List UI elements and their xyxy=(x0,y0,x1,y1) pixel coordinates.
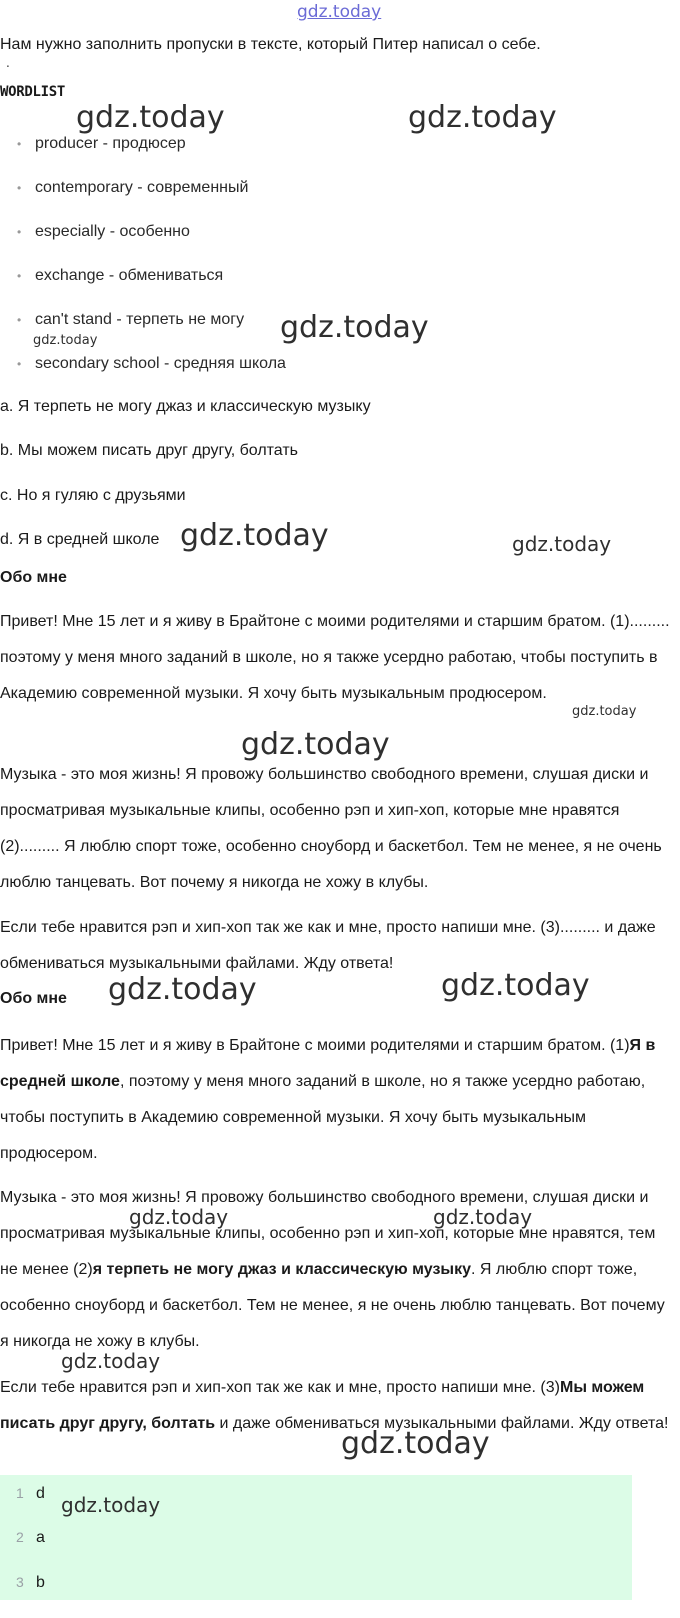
option-a: a. Я терпеть не могу джаз и классическую музыку xyxy=(0,398,371,415)
watermark: gdz.today xyxy=(241,727,390,762)
watermark: gdz.today xyxy=(408,100,557,135)
task-paragraph-3: Если тебе нравится рэп и хип-хоп так же как и мне, просто напиши мне. (3)......... и даже обмениваться музыкальными файлами. Жду ответа! xyxy=(0,919,656,972)
section-title-task: Обо мне xyxy=(0,569,67,586)
watermark: gdz.today xyxy=(76,100,225,135)
solution-text: и даже обмениваться музыкальными файлами. Жду ответа! xyxy=(215,1415,669,1432)
solution-paragraph-2 xyxy=(0,1180,672,1360)
section-title-solution: Обо мне xyxy=(0,990,67,1007)
solution-text: Музыка - это моя жизнь! Я провожу большинство свободного времени, слушая диски и просматривая музыкальные клипы, особенно рэп и хип-хоп, которые мне нравятся, тем не менее (2) xyxy=(0,1189,656,1278)
option-b: b. Мы можем писать друг другу, болтать xyxy=(0,442,299,459)
solution-text: Если тебе нравится рэп и хип-хоп так же как и мне, просто напиши мне. (3) xyxy=(0,1379,560,1396)
watermark: gdz.today xyxy=(280,310,429,345)
wordlist-item: • contemporary - современный xyxy=(0,170,286,214)
wordlist-item: • producer - продюсер xyxy=(0,126,286,170)
solution-text: , поэтому у меня много заданий в школе, но я также усердно работаю, чтобы поступить в Академию современной музыки. Я хочу быть музыкальным продюсером. xyxy=(0,1073,646,1162)
wordlist-item: • secondary school - средняя школа xyxy=(0,346,286,390)
watermark: gdz.today xyxy=(129,1205,229,1229)
solution-answer-2: я терпеть не могу джаз и классическую музыку xyxy=(92,1261,471,1278)
solution-answer-3: Мы можем писать друг другу, болтать xyxy=(0,1379,645,1432)
watermark: gdz.today xyxy=(61,1349,161,1373)
wordlist-item: • especially - особенно xyxy=(0,214,286,258)
watermark: gdz.today xyxy=(33,333,98,348)
wordlist-title: WORDLIST xyxy=(0,84,66,100)
answer-number: 1 xyxy=(16,1485,24,1501)
solution-answer-1: Я в средней школе xyxy=(0,1037,656,1090)
answer-value: b xyxy=(36,1574,45,1591)
intro-dot: . xyxy=(6,56,10,70)
solution-paragraph-1 xyxy=(0,1028,672,1172)
watermark: gdz.today xyxy=(441,968,590,1003)
task-paragraph-1: Привет! Мне 15 лет и я живу в Брайтоне с моими родителями и старшим братом. (1)......... поэтому у меня много заданий в школе, но я также усердно работаю, чтобы поступить в Академию современной музыки. Я хочу быть музыкальным продюсером. xyxy=(0,613,670,702)
option-c: c. Но я гуляю с друзьями xyxy=(0,487,186,504)
option-d: d. Я в средней школе xyxy=(0,531,160,548)
wordlist xyxy=(0,126,286,390)
solution-text: . Я люблю спорт тоже, особенно сноуборд и баскетбол. Тем не менее, я не очень люблю танцевать. Вот почему я никогда не хожу в клубы. xyxy=(0,1261,665,1350)
task-paragraph-2: Музыка - это моя жизнь! Я провожу большинство свободного времени, слушая диски и просматривая музыкальные клипы, особенно рэп и хип-хоп, которые мне нравятся (2)......... Я люблю спорт тоже, особенно сноуборд и баскетбол. Тем не менее, я не очень люблю танцевать. Вот почему я никогда не хожу в клубы. xyxy=(0,766,662,891)
watermark: gdz.today xyxy=(433,1205,533,1229)
watermark: gdz.today xyxy=(180,518,329,553)
answer-number: 2 xyxy=(16,1529,24,1545)
watermark: gdz.today xyxy=(108,972,257,1007)
solution-paragraph-3 xyxy=(0,1370,672,1442)
wordlist-item: • can't stand - терпеть не могу xyxy=(0,302,286,346)
answer-value: a xyxy=(36,1529,45,1546)
watermark: gdz.today xyxy=(512,532,612,556)
wordlist-item: • exchange - обмениваться xyxy=(0,258,286,302)
watermark: gdz.today xyxy=(61,1493,161,1517)
watermark: gdz.today xyxy=(572,704,637,719)
watermark-top: gdz.today xyxy=(297,2,382,22)
solution-text: Привет! Мне 15 лет и я живу в Брайтоне с моими родителями и старшим братом. (1) xyxy=(0,1037,630,1054)
answer-number: 3 xyxy=(16,1574,24,1590)
watermark: gdz.today xyxy=(341,1426,490,1461)
intro-text: Нам нужно заполнить пропуски в тексте, который Питер написал о себе. xyxy=(0,36,541,53)
answer-value: d xyxy=(36,1485,45,1502)
